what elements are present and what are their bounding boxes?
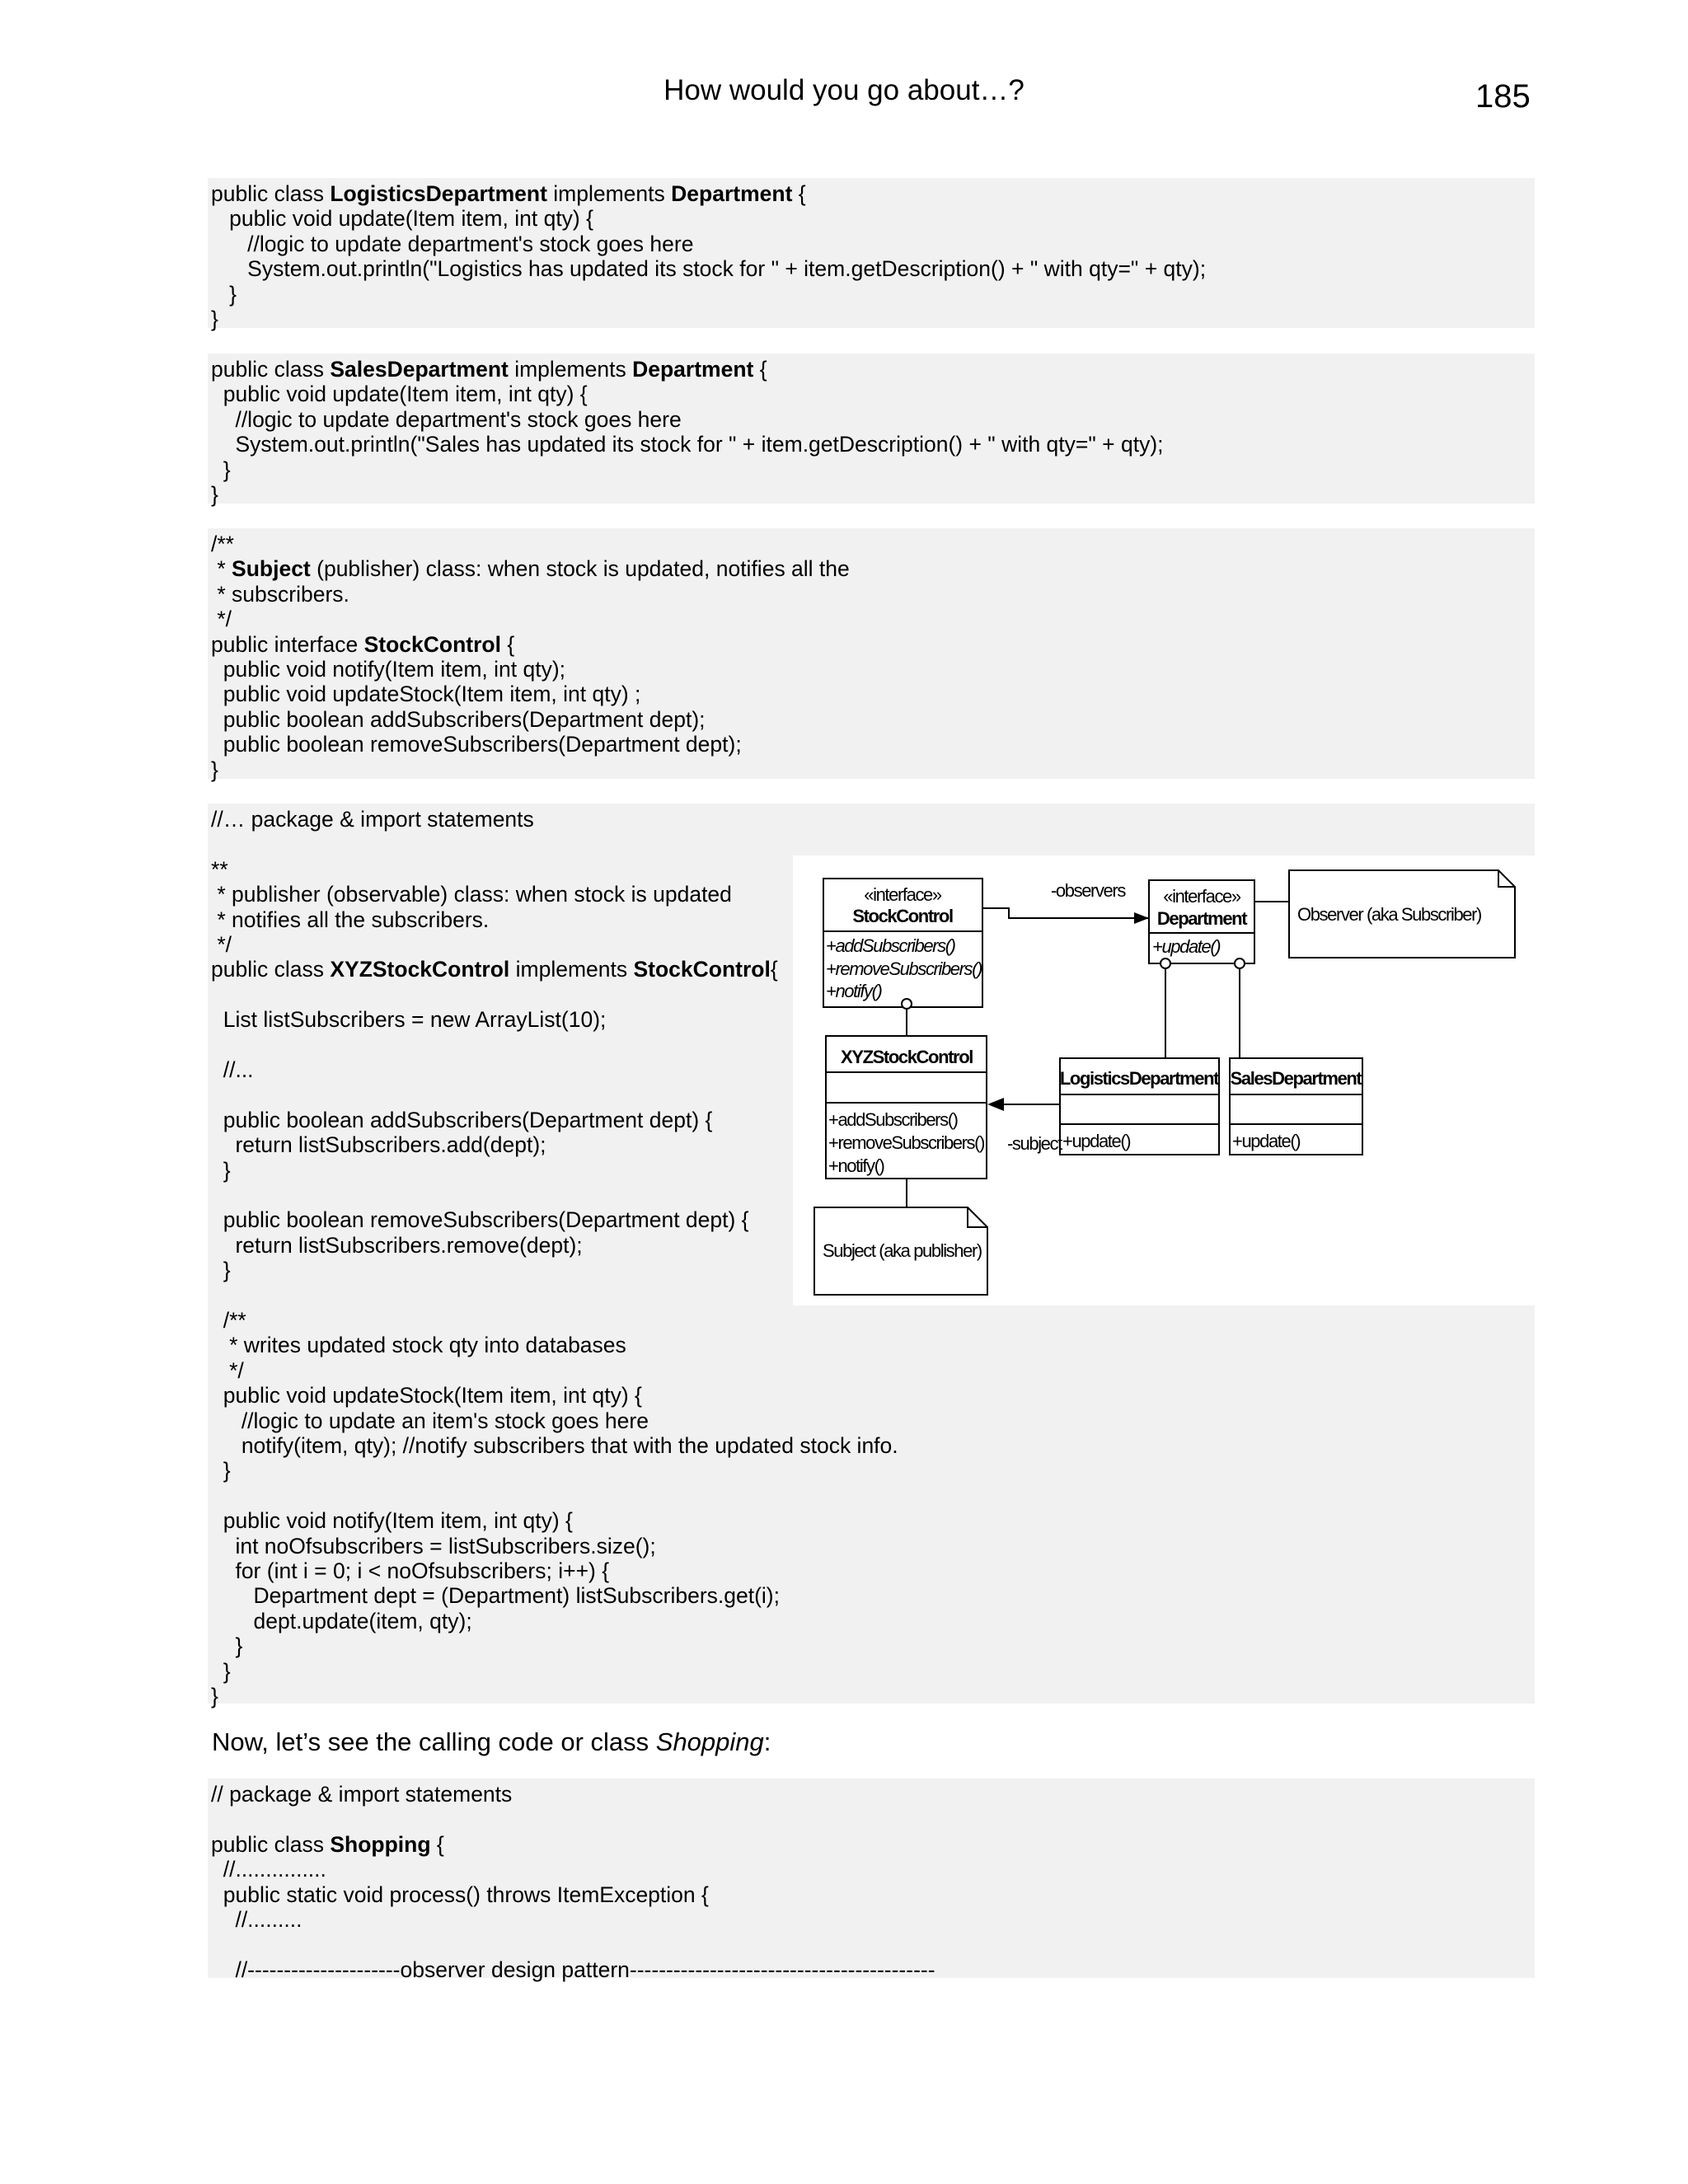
stockcontrol-name: StockControl — [852, 906, 953, 926]
xyzstockcontrol-op: +addSubscribers() — [828, 1109, 958, 1130]
code-line — [211, 1408, 649, 1433]
code-line — [211, 432, 1164, 457]
code-line — [211, 1633, 242, 1658]
code-line — [211, 181, 806, 206]
code-line — [211, 757, 218, 782]
code-line — [211, 607, 232, 631]
text-span: } — [211, 1633, 243, 1659]
code-line — [211, 857, 228, 882]
text-span: /** — [211, 1308, 246, 1333]
code-keyword-bold: Subject — [232, 556, 311, 582]
code-line — [211, 1007, 606, 1032]
text-span: * — [211, 556, 232, 582]
text-span: { — [753, 357, 767, 382]
stockcontrol-stereotype: «interface» — [864, 884, 941, 905]
text-span: } — [211, 1658, 231, 1684]
code-keyword-bold: SalesDepartment — [330, 357, 509, 382]
observers-label: -observers — [1051, 880, 1125, 901]
text-span: implements — [508, 357, 633, 382]
code-line — [211, 556, 850, 581]
code-line — [211, 256, 1206, 281]
text-span: public class — [211, 181, 331, 206]
code-line — [211, 1684, 218, 1708]
observers-association-line — [982, 908, 1149, 918]
code-line — [211, 1207, 749, 1232]
code-line — [211, 882, 732, 907]
text-span: ** — [211, 856, 228, 882]
text-span: notify(item, qty); //notify subscribers that with the updated stock info. — [211, 1433, 898, 1458]
text-span: public void updateStock(Item item, int qty) ; — [211, 682, 641, 707]
text-span: //......... — [211, 1907, 302, 1932]
code-line — [211, 357, 767, 382]
uml-diagram-svg — [793, 855, 1535, 1305]
subject-arrowhead — [987, 1098, 1004, 1111]
code-line — [211, 807, 534, 832]
text-span: List listSubscribers = new ArrayList(10); — [211, 1007, 607, 1033]
department-stereotype: «interface» — [1163, 886, 1240, 907]
text-span: implements — [509, 957, 634, 982]
italic-text: Shopping — [655, 1727, 764, 1756]
stockcontrol-op: +notify() — [826, 981, 882, 1001]
code-line — [211, 457, 231, 482]
text-span: //... — [211, 1057, 254, 1082]
text-span: } — [211, 482, 218, 507]
text-span: } — [211, 1258, 231, 1283]
code-line — [211, 932, 232, 957]
code-line — [211, 1057, 254, 1082]
stockcontrol-op: +removeSubscribers() — [826, 958, 982, 979]
code-line — [211, 1609, 472, 1633]
code-line — [211, 1308, 246, 1333]
text-span: } — [211, 307, 218, 331]
code-line — [211, 1233, 583, 1258]
xyzstockcontrol-name: XYZStockControl — [841, 1047, 973, 1067]
text-span: public static void process() throws ItemException { — [211, 1882, 709, 1907]
text-span: return listSubscribers.remove(dept); — [211, 1232, 583, 1258]
code-block-shopping — [208, 1779, 1535, 1982]
uml-class-diagram — [793, 855, 1535, 1305]
text-span: */ — [211, 1357, 244, 1383]
text-span: // package & import statements — [211, 1782, 513, 1807]
text-span: public class — [211, 1831, 331, 1857]
subject-note-text: Subject (aka publisher) — [823, 1240, 982, 1261]
text-span: { — [430, 1831, 444, 1857]
text-span: for (int i = 0; i < noOfsubscribers; i++) { — [211, 1558, 610, 1583]
text-span: } — [211, 1684, 218, 1708]
text-span: return listSubscribers.add(dept); — [211, 1132, 546, 1158]
code-line — [211, 1333, 626, 1357]
text-span: System.out.println("Sales has updated its stock for " + item.getDescription() + " with qty=" + qty); — [211, 432, 1164, 457]
xyzstockcontrol-op: +notify() — [828, 1155, 884, 1176]
code-line — [211, 732, 742, 757]
code-line — [211, 1383, 642, 1408]
code-line — [211, 957, 778, 982]
text-span: public interface — [211, 631, 364, 657]
code-keyword-bold: LogisticsDepartment — [330, 181, 547, 206]
code-line — [211, 657, 565, 682]
text-span: public class — [211, 957, 331, 982]
text-span: * subscribers. — [211, 581, 349, 607]
code-line — [211, 407, 682, 432]
page-number: 185 — [1475, 78, 1531, 115]
code-line — [211, 1534, 656, 1558]
code-line — [211, 1782, 512, 1807]
code-line — [211, 482, 218, 507]
code-line — [211, 682, 640, 706]
code-line — [211, 532, 234, 556]
text-span: } — [211, 457, 231, 482]
text-span: public void update(Item item, int qty) { — [211, 206, 593, 232]
code-line — [211, 707, 706, 732]
text-span: implements — [546, 181, 672, 206]
code-line — [211, 1458, 231, 1483]
code-keyword-bold: XYZStockControl — [330, 957, 510, 982]
text-span: public boolean removeSubscribers(Department dept); — [211, 732, 742, 757]
department-name: Department — [1156, 908, 1247, 929]
text-span: (publisher) class: when stock is updated, notifies all the — [310, 556, 850, 582]
code-line — [211, 382, 588, 406]
text-span: //logic to update an item's stock goes here — [211, 1408, 649, 1433]
text-span: Now, let’s see the calling code or class — [212, 1727, 656, 1756]
code-line — [211, 1158, 231, 1183]
text-span: * publisher (observable) class: when stock is updated — [211, 882, 732, 907]
code-line — [211, 206, 593, 231]
text-span: public class — [211, 357, 331, 382]
stockcontrol-op: +addSubscribers() — [826, 935, 955, 956]
text-span: Department dept = (Department) listSubscribers.get(i); — [211, 1583, 780, 1609]
text-span: //… package & import statements — [211, 807, 534, 832]
code-line — [211, 282, 237, 307]
code-line — [211, 1508, 573, 1533]
code-keyword-bold: Department — [632, 357, 754, 382]
text-span: //---------------------observer design pattern------------------------------------------ — [211, 1957, 935, 1982]
text-span: : — [763, 1727, 771, 1756]
intro-paragraph — [212, 1727, 771, 1757]
text-span: public void notify(Item item, int qty); — [211, 657, 566, 682]
code-line — [211, 582, 349, 607]
code-line — [211, 232, 693, 256]
code-line — [211, 1882, 709, 1907]
text-span: public void updateStock(Item item, int qty) { — [211, 1383, 642, 1408]
text-span: //logic to update department's stock goes here — [211, 406, 682, 432]
code-line — [211, 1433, 898, 1458]
observer-note-text: Observer (aka Subscriber) — [1297, 904, 1481, 925]
text-span: public boolean removeSubscribers(Department dept) { — [211, 1207, 749, 1233]
department-op: +update() — [1152, 936, 1221, 957]
subject-label: -subject — [1007, 1133, 1062, 1154]
code-line — [211, 907, 489, 932]
code-line — [211, 1857, 326, 1882]
text-span: public void notify(Item item, int qty) { — [211, 1508, 573, 1534]
text-span: { — [500, 631, 515, 657]
code-line — [211, 1659, 231, 1684]
code-line — [211, 1132, 546, 1157]
text-span: * writes updated stock qty into databases — [211, 1333, 626, 1358]
code-line — [211, 1358, 244, 1383]
logistics-op: +update() — [1062, 1131, 1131, 1151]
text-span: } — [211, 281, 237, 307]
code-line — [211, 1258, 231, 1282]
code-keyword-bold: StockControl — [633, 957, 771, 982]
text-span: { — [770, 957, 778, 982]
code-line — [211, 1108, 712, 1132]
code-line — [211, 1558, 609, 1583]
text-span: int noOfsubscribers = listSubscribers.size(); — [211, 1533, 656, 1558]
text-span: public boolean addSubscribers(Department dept) { — [211, 1107, 713, 1132]
text-span: */ — [211, 932, 232, 957]
code-keyword-bold: StockControl — [363, 631, 501, 657]
observers-arrowhead — [1134, 912, 1149, 924]
text-span: } — [211, 757, 218, 782]
xyzstockcontrol-op: +removeSubscribers() — [828, 1132, 985, 1153]
code-block-logistics — [208, 178, 1535, 331]
sales-name: SalesDepartment — [1230, 1068, 1362, 1089]
text-span: } — [211, 1458, 231, 1483]
text-span: public boolean addSubscribers(Department dept); — [211, 706, 706, 732]
text-span: /** — [211, 532, 234, 556]
code-line — [211, 307, 218, 331]
text-span: { — [792, 181, 806, 206]
code-line — [211, 1957, 935, 1982]
sales-op: +update() — [1232, 1131, 1301, 1151]
text-span: dept.update(item, qty); — [211, 1608, 472, 1633]
code-block-stockcontrol — [208, 528, 1535, 782]
text-span: * notifies all the subscribers. — [211, 907, 490, 932]
logistics-name: LogisticsDepartment — [1059, 1068, 1219, 1089]
code-line — [211, 1583, 780, 1608]
code-keyword-bold: Department — [671, 181, 793, 206]
code-line — [211, 632, 514, 657]
text-span: */ — [211, 607, 232, 632]
text-span: //logic to update department's stock goes here — [211, 231, 694, 256]
text-span: //............... — [211, 1857, 326, 1882]
text-span: public void update(Item item, int qty) { — [211, 382, 588, 407]
header-title: How would you go about…? — [663, 74, 1025, 106]
code-line — [211, 1832, 444, 1857]
code-block-sales — [208, 354, 1535, 507]
code-line — [211, 1907, 302, 1932]
text-span: } — [211, 1157, 231, 1183]
code-keyword-bold: Shopping — [330, 1831, 431, 1857]
text-span: System.out.println("Logistics has updated its stock for " + item.getDescription() + " with qty=" + qty); — [211, 256, 1207, 282]
